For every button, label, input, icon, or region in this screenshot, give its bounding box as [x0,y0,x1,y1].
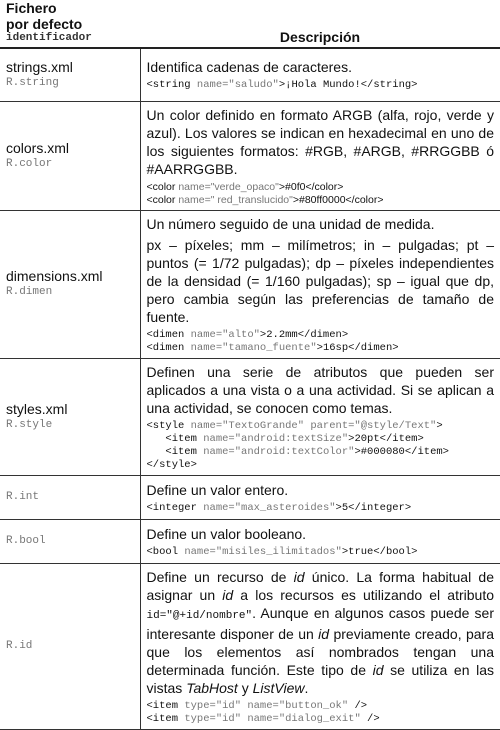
resource-file-cell [0,563,140,729]
code-example: </style> [146,458,197,471]
resource-class: R.int [6,490,40,503]
description-text: Identifica cadenas de caracteres. [146,59,352,76]
table-row [0,563,500,729]
table-row [0,519,500,563]
resource-file-cell [0,48,140,101]
header-file-line1: Fichero [6,0,57,16]
code-example: <item name="android:textSize">20pt</item> [146,432,424,445]
resource-file-cell [0,519,140,563]
code-example: <item type="id" name="button_ok" /> [146,699,368,712]
code-example: <integer name="max_asteroides">5</integer> [146,501,412,514]
description-cell [140,358,500,475]
code-example: <item type="id" name="dialog_exit" /> [146,712,380,725]
resource-file-cell [0,358,140,475]
file-name: dimensions.xml [6,268,103,284]
file-name: strings.xml [6,58,73,75]
code-example: <string name="saludo">¡Hola Mundo!</string> [146,79,418,92]
description-cell [140,475,500,519]
code-example: <style name="TextoGrande" parent="@style/Text"> [146,419,443,432]
description-cell [140,101,500,210]
resource-class: R.color [6,157,53,170]
description-cell [140,563,500,729]
table-row [0,210,500,358]
description-text: Un número seguido de una unidad de medida. [146,215,435,232]
description-text: Un color definido en formato ARGB (alfa, rojo, verde y azul). Los valores se indican en hexadecimal en uno de los siguientes formatos: #RGB, #ARGB, #RRGGBB ó #AARRGGBB. [146,106,494,177]
file-name: styles.xml [6,400,68,417]
header-identifier: identificador [6,32,92,44]
description-text: Define un valor entero. [146,481,289,498]
description-cell [140,48,500,101]
description-text: Definen una serie de atributos que pueden ser aplicados a una vista o a una actividad. Si se aplican a una actividad, se conocen como temas. [146,363,494,416]
code-example: <color name="verde_opaco">#0f0</color> [146,180,344,193]
table-row [0,101,500,210]
description-text: Define un valor booleano. [146,525,307,542]
code-example: <item name="android:textColor">#000080</item> [146,445,449,458]
header-file [0,0,140,48]
description-cell [140,519,500,563]
resource-class: R.dimen [6,286,53,298]
resource-class: R.string [6,76,59,89]
resource-file-cell [0,101,140,210]
code-example: <dimen name="alto">2.2mm</dimen> [146,328,349,341]
resource-class: R.style [6,418,53,431]
table-row [0,48,500,101]
code-example: <bool name="misiles_ilimitados">true</bool> [146,545,418,558]
resource-class: R.bool [6,534,46,547]
code-example: <color name=" red_translucido">#80ff0000</color> [146,193,384,206]
table-row [0,475,500,519]
file-name: colors.xml [6,139,70,156]
header-description: Descripción [140,0,500,48]
resource-class: R.id [6,639,33,652]
header-file-line2: por defecto [6,16,83,32]
description-text: Define un recurso de id único. La forma habitual de asignar un id a los recursos es utilizando el atributo id="@+id/nombre". Aunque en algunos casos puede ser interesante disponer de un id previamente creado, para que los elementos así nombrados tengan una determinada función. Este tipo de id se utiliza en las vistas TabHost y ListView. [146,568,495,696]
resource-file-cell [0,210,140,358]
description-cell [140,210,500,358]
resource-file-cell [0,475,140,519]
table-header [0,0,500,48]
code-example: <dimen name="tamano_fuente">16sp</dimen> [146,341,399,354]
description-units: px – píxeles; mm – milímetros; in – pulgadas; pt – puntos (= 1/72 pulgadas); dp – píxeles independientes de la densidad (= 1/160 pulgadas); sp – igual que dp, pero cambia según las preferencias de tamaño de fuente. [146,236,494,325]
table-row [0,358,500,475]
